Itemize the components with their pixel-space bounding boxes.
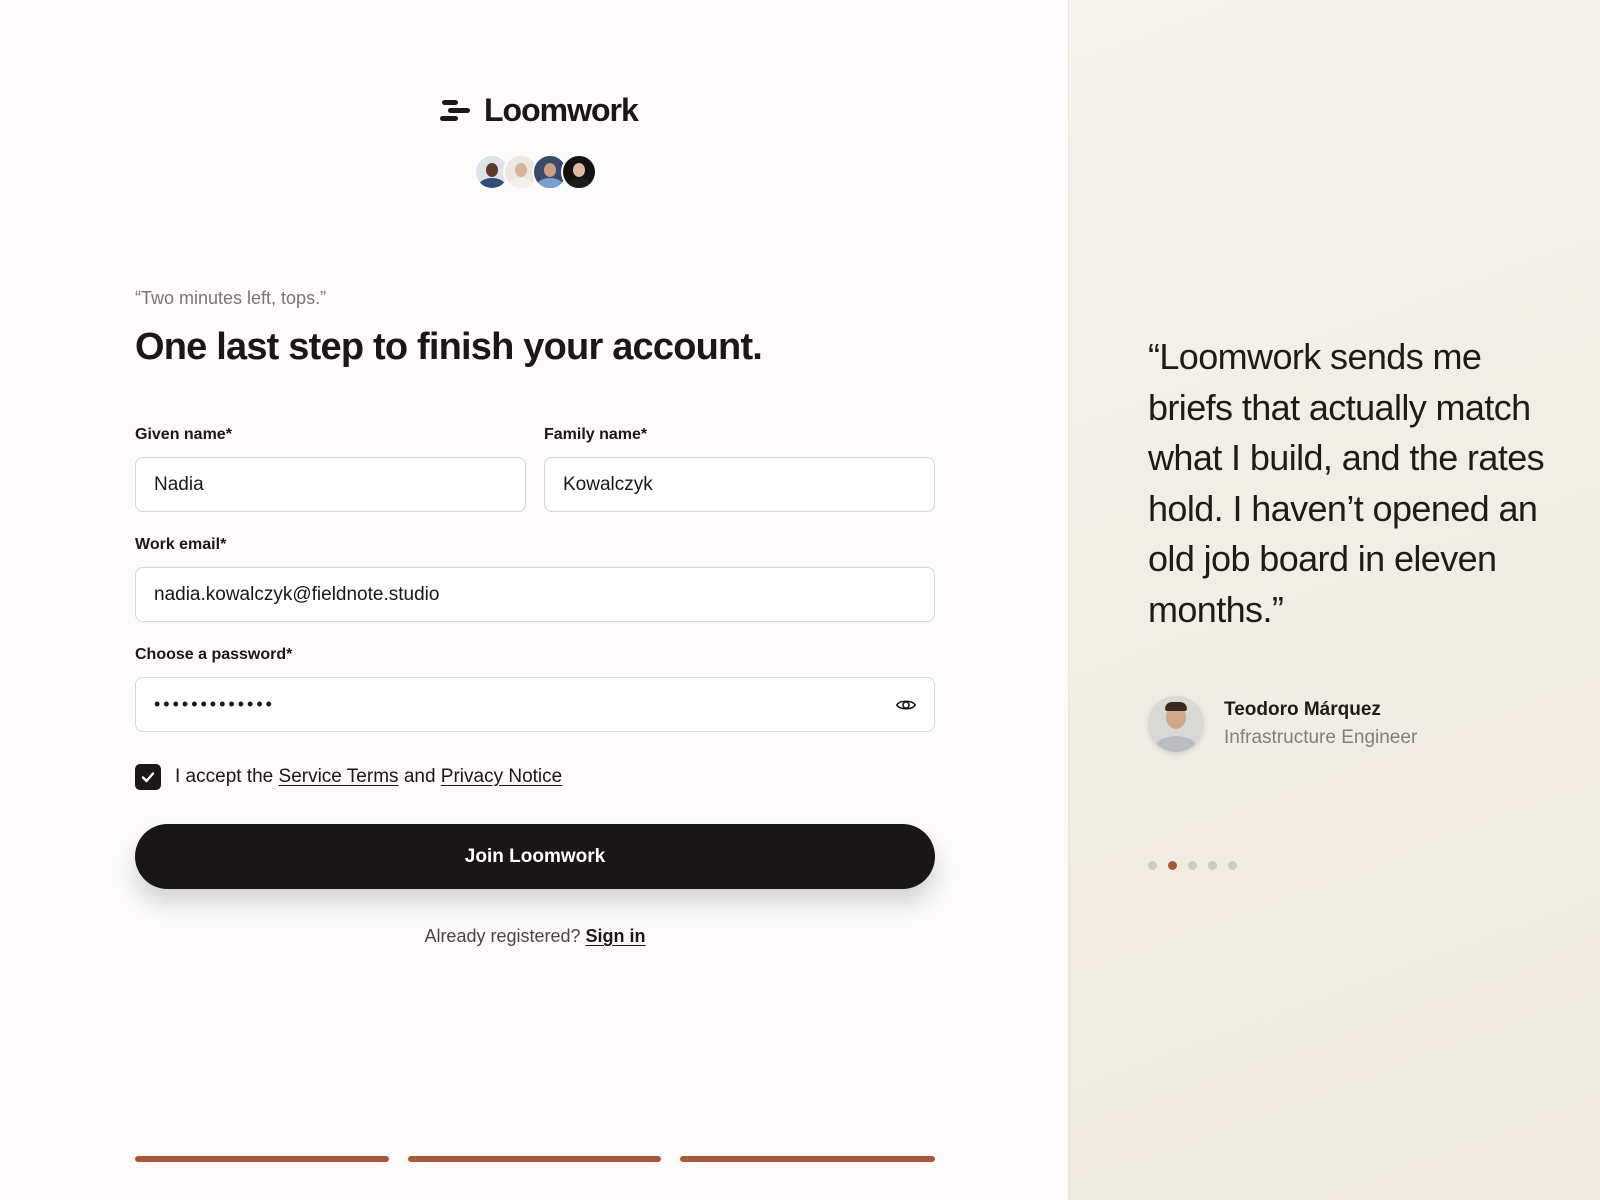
progress-step-3 bbox=[680, 1156, 935, 1162]
progress-step-2 bbox=[408, 1156, 661, 1162]
carousel-dot-3[interactable] bbox=[1188, 861, 1197, 870]
terms-text bbox=[175, 766, 562, 788]
carousel-dot-5[interactable] bbox=[1228, 861, 1237, 870]
join-button[interactable]: Join Loomwork bbox=[135, 824, 935, 889]
author-name: Teodoro Márquez bbox=[1224, 699, 1381, 720]
author-avatar bbox=[1148, 696, 1204, 752]
given-name-label: Given name* bbox=[135, 426, 232, 443]
progress-step-1 bbox=[135, 1156, 389, 1162]
brand-name: Loomwork bbox=[484, 91, 638, 128]
author-details bbox=[1224, 699, 1417, 749]
terms-row bbox=[135, 764, 562, 790]
brand-logo[interactable] bbox=[440, 92, 638, 128]
carousel-dot-2[interactable] bbox=[1168, 861, 1177, 870]
checkmark-icon bbox=[140, 769, 156, 785]
testimonial-quote: “Loomwork sends me briefs that actually match what I build, and the rates hold. I haven’t opened an old job board in eleven months.” bbox=[1148, 336, 1545, 630]
signin-prompt: Already registered? bbox=[424, 926, 581, 946]
logo-icon bbox=[440, 98, 470, 122]
carousel-dot-1[interactable] bbox=[1148, 861, 1157, 870]
community-avatars bbox=[474, 154, 597, 190]
terms-and: and bbox=[403, 766, 436, 787]
email-label: Work email* bbox=[135, 536, 227, 553]
signin-link[interactable]: Sign in bbox=[585, 926, 646, 946]
avatar bbox=[561, 154, 597, 190]
page-title: One last step to finish your account. bbox=[135, 326, 763, 368]
eye-icon[interactable] bbox=[895, 694, 917, 716]
password-label: Choose a password* bbox=[135, 646, 293, 663]
email-field[interactable] bbox=[135, 567, 935, 622]
service-terms-link[interactable]: Service Terms bbox=[278, 766, 399, 787]
family-name-label: Family name* bbox=[544, 426, 648, 443]
carousel-dots bbox=[1148, 861, 1237, 870]
eyebrow-text: “Two minutes left, tops.” bbox=[135, 288, 327, 308]
password-field[interactable] bbox=[135, 677, 935, 732]
author-role: Infrastructure Engineer bbox=[1224, 727, 1418, 748]
carousel-dot-4[interactable] bbox=[1208, 861, 1217, 870]
terms-prefix: I accept the bbox=[175, 766, 274, 787]
privacy-notice-link[interactable]: Privacy Notice bbox=[440, 766, 563, 787]
testimonial-author bbox=[1148, 696, 1417, 752]
password-wrapper bbox=[135, 677, 935, 732]
given-name-field[interactable] bbox=[135, 457, 526, 512]
family-name-field[interactable] bbox=[544, 457, 935, 512]
terms-checkbox[interactable] bbox=[135, 764, 161, 790]
signin-row bbox=[0, 926, 1070, 947]
